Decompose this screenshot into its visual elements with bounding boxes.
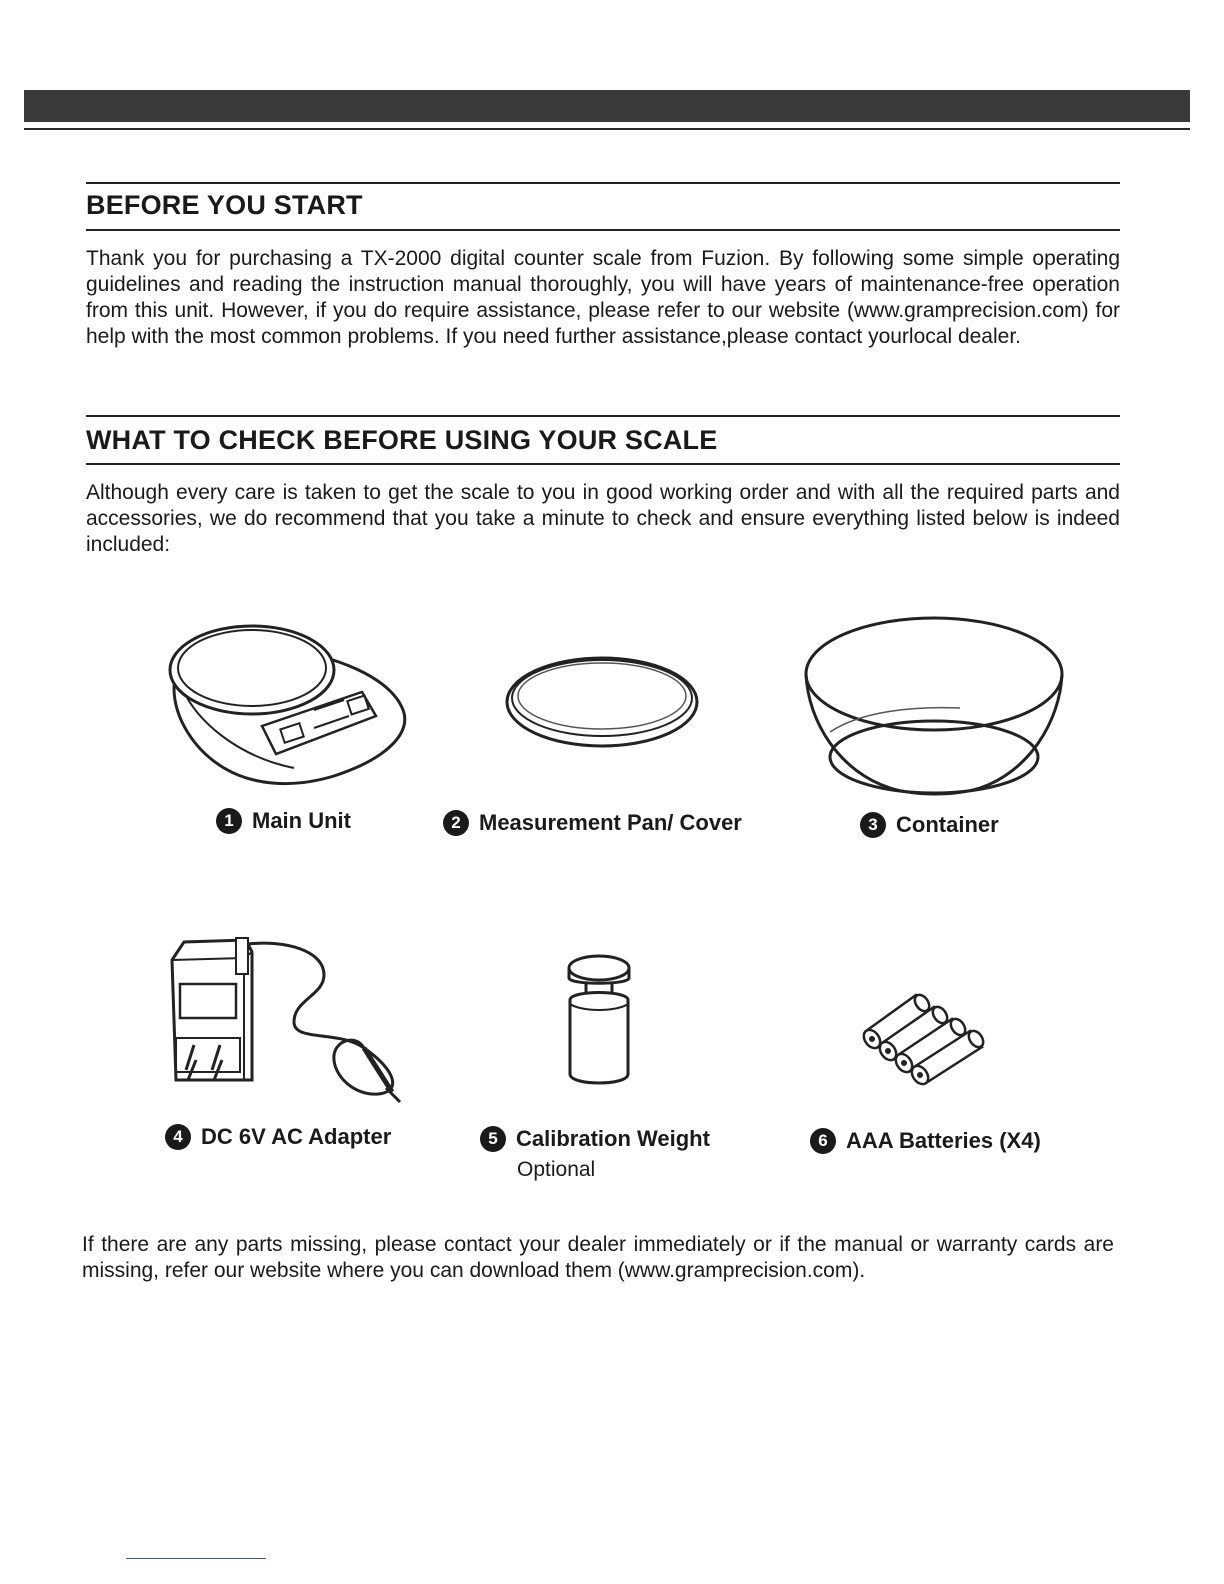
ac-adapter-icon [164, 930, 414, 1105]
item-label: Measurement Pan/ Cover [479, 810, 742, 835]
item-caption-measurement-pan [443, 810, 742, 836]
item-number-badge: 5 [480, 1126, 506, 1152]
section-body-before-you-start: Thank you for purchasing a TX-2000 digital counter scale from Fuzion. By following some simple operating guidelines and reading the instruction manual thoroughly, you will have years of maintenance-free operation from this unit. However, if you do require assistance, please refer to our website (www.gramprecision.com) for help with the most common problems. If you need further assistance,please contact yourlocal dealer. [86, 247, 1120, 348]
section-rule-top [86, 415, 1120, 417]
item-label: AAA Batteries (X4) [846, 1128, 1041, 1153]
aaa-batteries-icon [858, 985, 1006, 1090]
section-body-what-to-check: Although every care is taken to get the scale to you in good working order and with all the required parts and accessories, we do recommend that you take a minute to check and ensure everything listed below is indeed included: [86, 481, 1120, 556]
section-rule-top [86, 182, 1120, 184]
container-bowl-icon [800, 612, 1068, 802]
section-rule-bottom [86, 229, 1120, 231]
section-title-what-to-check: WHAT TO CHECK BEFORE USING YOUR SCALE [86, 425, 718, 455]
item-note-optional: Optional [517, 1158, 596, 1181]
item-number-badge: 1 [216, 808, 242, 834]
measurement-pan-icon [500, 650, 705, 760]
closing-paragraph: If there are any parts missing, please contact your dealer immediately or if the manual or warranty cards are missing, refer our website where you can download them (www.gramprecision.com). [82, 1233, 1114, 1282]
item-number-badge: 2 [443, 810, 469, 836]
item-number-badge: 3 [860, 812, 886, 838]
footer-line [126, 1558, 266, 1559]
item-caption-container [860, 812, 999, 838]
item-caption-aaa-batteries [810, 1128, 1041, 1154]
item-number-badge: 6 [810, 1128, 836, 1154]
item-number-badge: 4 [165, 1124, 191, 1150]
section-rule-bottom [86, 463, 1120, 465]
header-rule [24, 128, 1190, 130]
calibration-weight-icon [562, 952, 636, 1088]
header-bar [24, 90, 1190, 122]
scale-main-unit-icon [164, 618, 414, 798]
item-label: Container [896, 812, 999, 837]
item-label: Calibration Weight [516, 1126, 710, 1151]
item-caption-main-unit [216, 808, 351, 834]
item-caption-ac-adapter [165, 1124, 391, 1150]
item-caption-calibration-weight [480, 1126, 710, 1152]
item-label: DC 6V AC Adapter [201, 1124, 392, 1149]
section-title-before-you-start: BEFORE YOU START [86, 190, 363, 220]
item-label: Main Unit [252, 808, 351, 833]
